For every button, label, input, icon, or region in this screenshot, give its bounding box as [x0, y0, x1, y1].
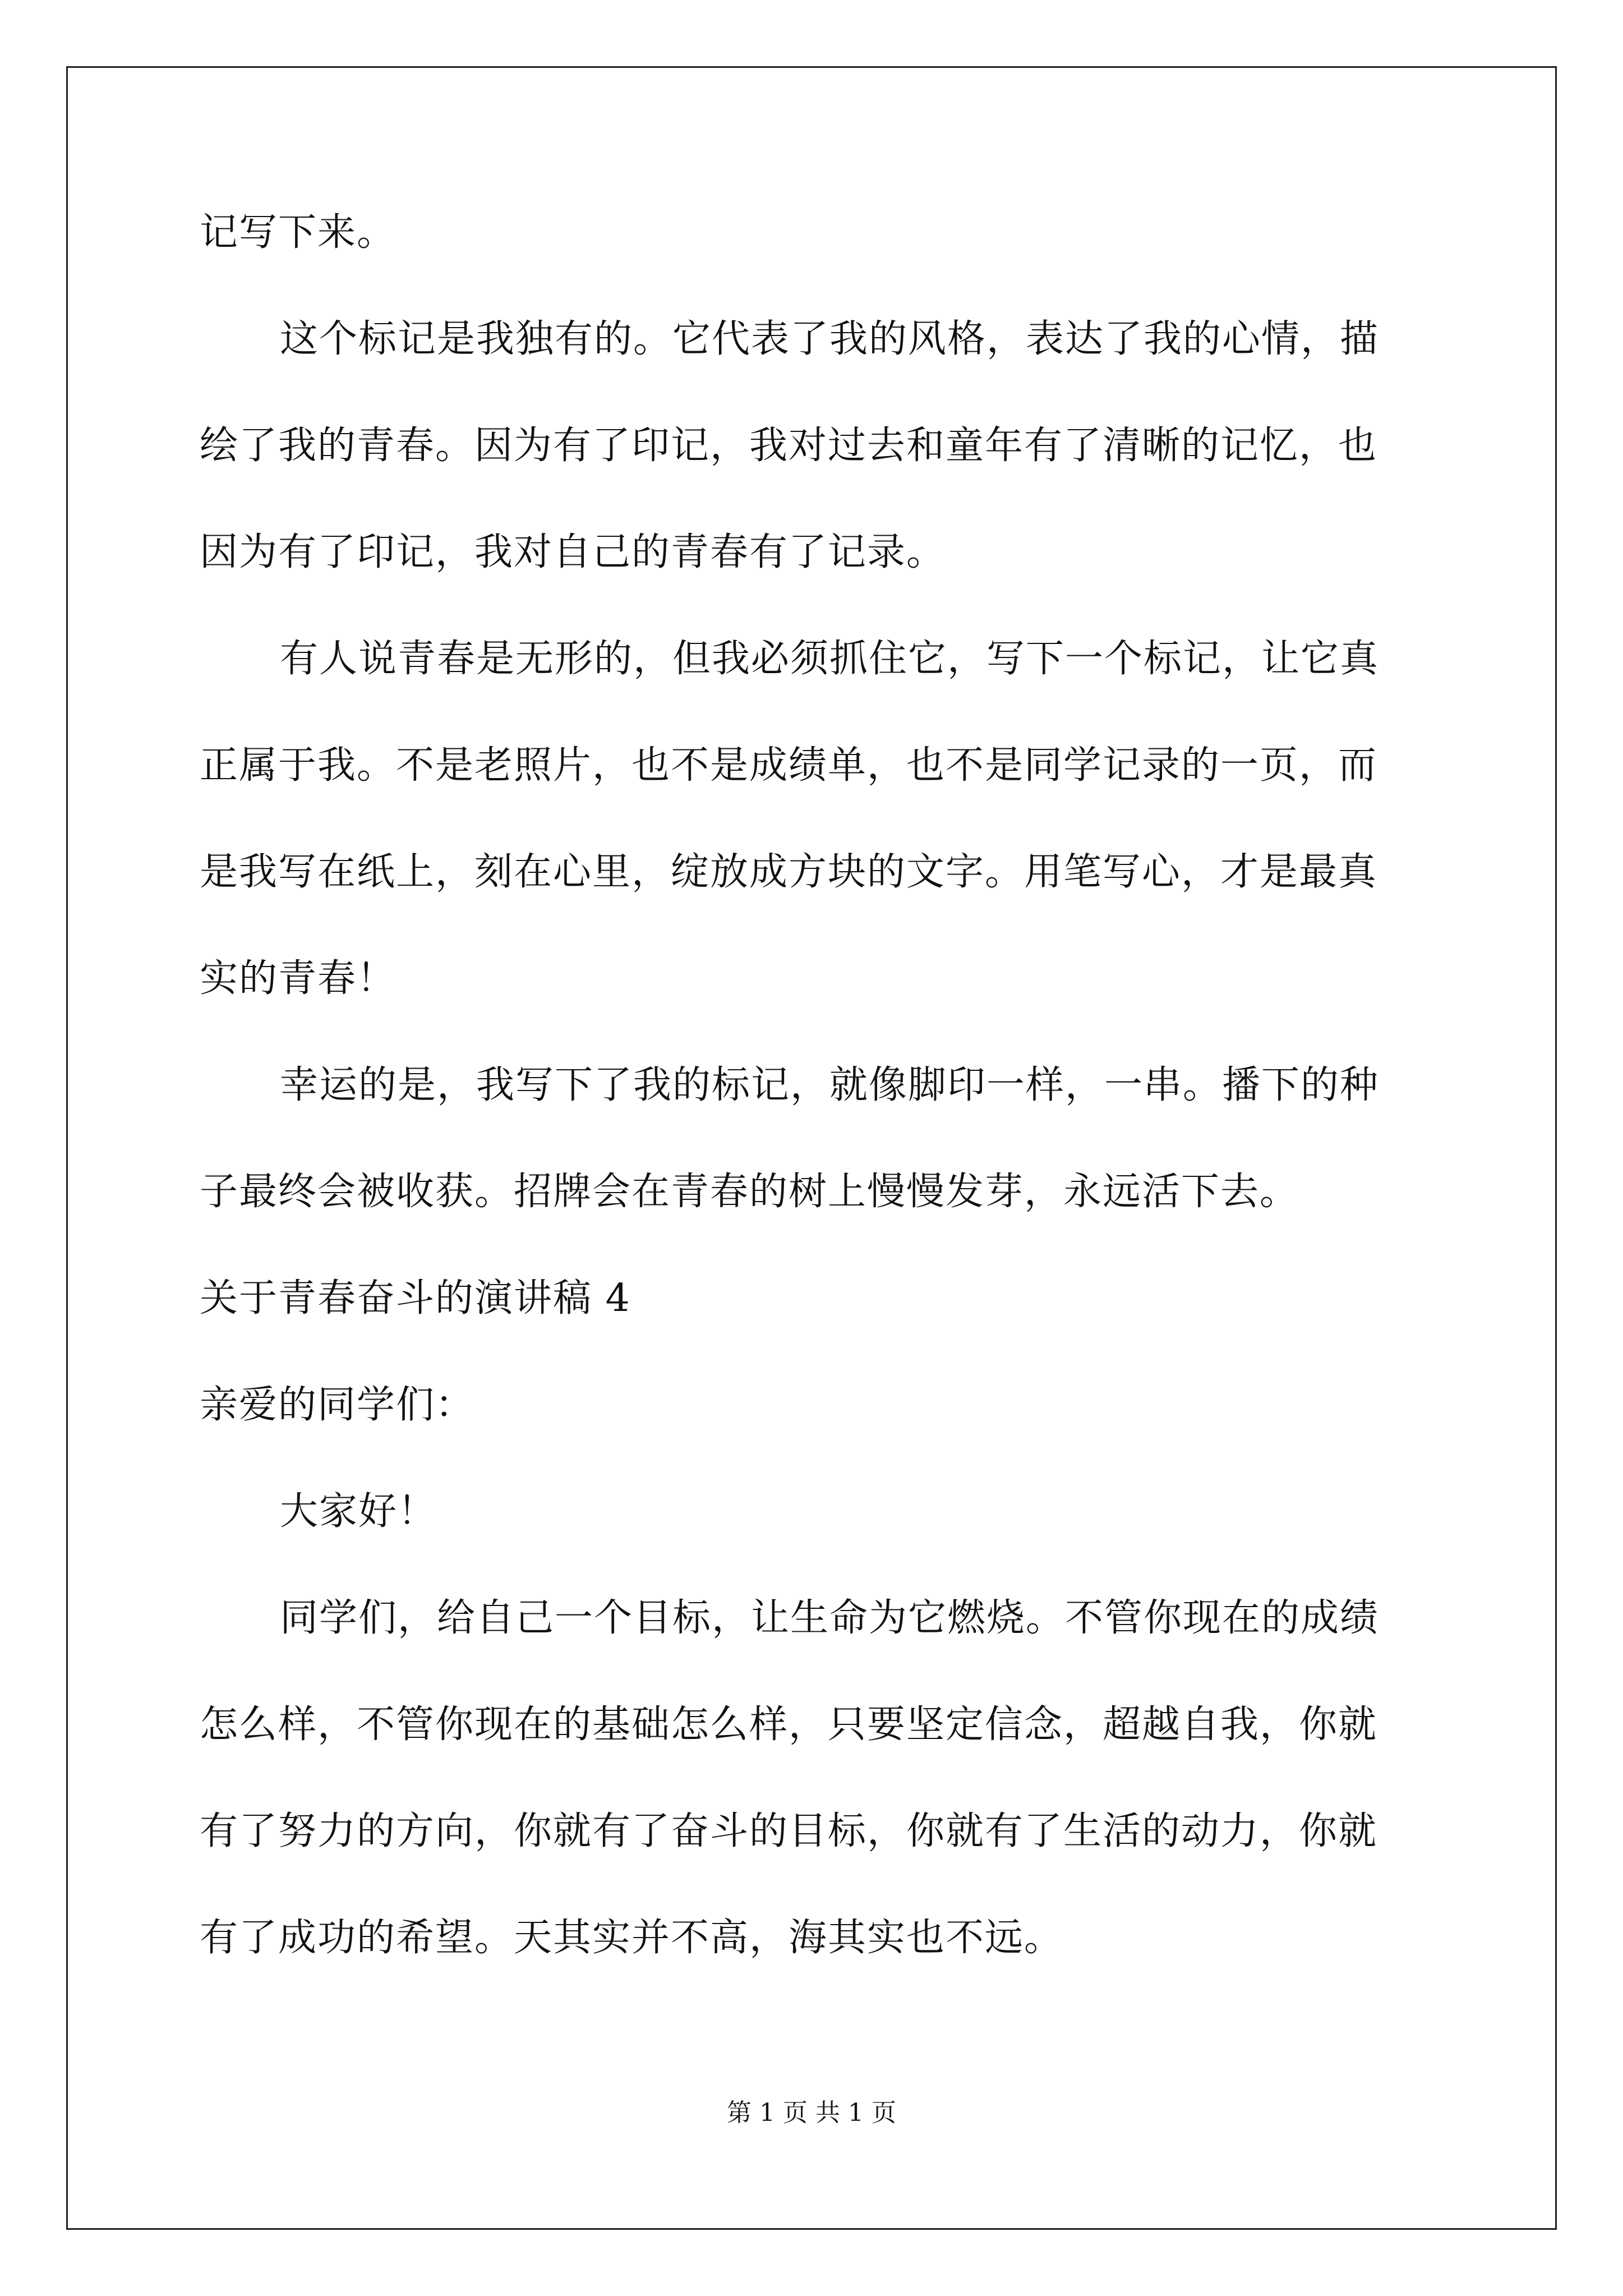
paragraph-line: 记写下来。: [200, 210, 396, 255]
paragraph-line: 实的青春！: [200, 956, 396, 1001]
paragraph-line: 绘了我的青春。因为有了印记，我对过去和童年有了清晰的记忆，也: [200, 424, 1378, 468]
page-border: [66, 66, 1557, 2230]
paragraph-line: 有了努力的方向，你就有了奋斗的目标，你就有了生活的动力，你就: [200, 1809, 1378, 1853]
paragraph-line: 幸运的是，我写下了我的标记，就像脚印一样，一串。播下的种: [280, 1063, 1380, 1107]
paragraph-line: 正属于我。不是老照片，也不是成绩单，也不是同学记录的一页，而: [200, 743, 1378, 788]
paragraph-line: 同学们，给自己一个目标，让生命为它燃烧。不管你现在的成绩: [280, 1596, 1380, 1640]
paragraph-line: 有了成功的希望。天其实并不高，海其实也不远。: [200, 1916, 1064, 1960]
section-title: 关于青春奋斗的演讲稿 4: [200, 1276, 631, 1320]
paragraph-line: 子最终会被收获。招牌会在青春的树上慢慢发芽，永远活下去。: [200, 1170, 1299, 1214]
page-footer: 第 1 页 共 1 页: [727, 2099, 896, 2127]
paragraph-line: 因为有了印记，我对自己的青春有了记录。: [200, 530, 946, 574]
paragraph-line: 怎么样，不管你现在的基础怎么样，只要坚定信念，超越自我，你就: [200, 1703, 1378, 1747]
paragraph-line: 这个标记是我独有的。它代表了我的风格，表达了我的心情，描: [280, 317, 1380, 361]
greeting: 大家好！: [280, 1489, 437, 1534]
paragraph-line: 有人说青春是无形的，但我必须抓住它，写下一个标记，让它真: [280, 637, 1380, 681]
paragraph-line: 是我写在纸上，刻在心里，绽放成方块的文字。用笔写心，才是最真: [200, 850, 1378, 894]
salutation: 亲爱的同学们：: [200, 1383, 475, 1427]
